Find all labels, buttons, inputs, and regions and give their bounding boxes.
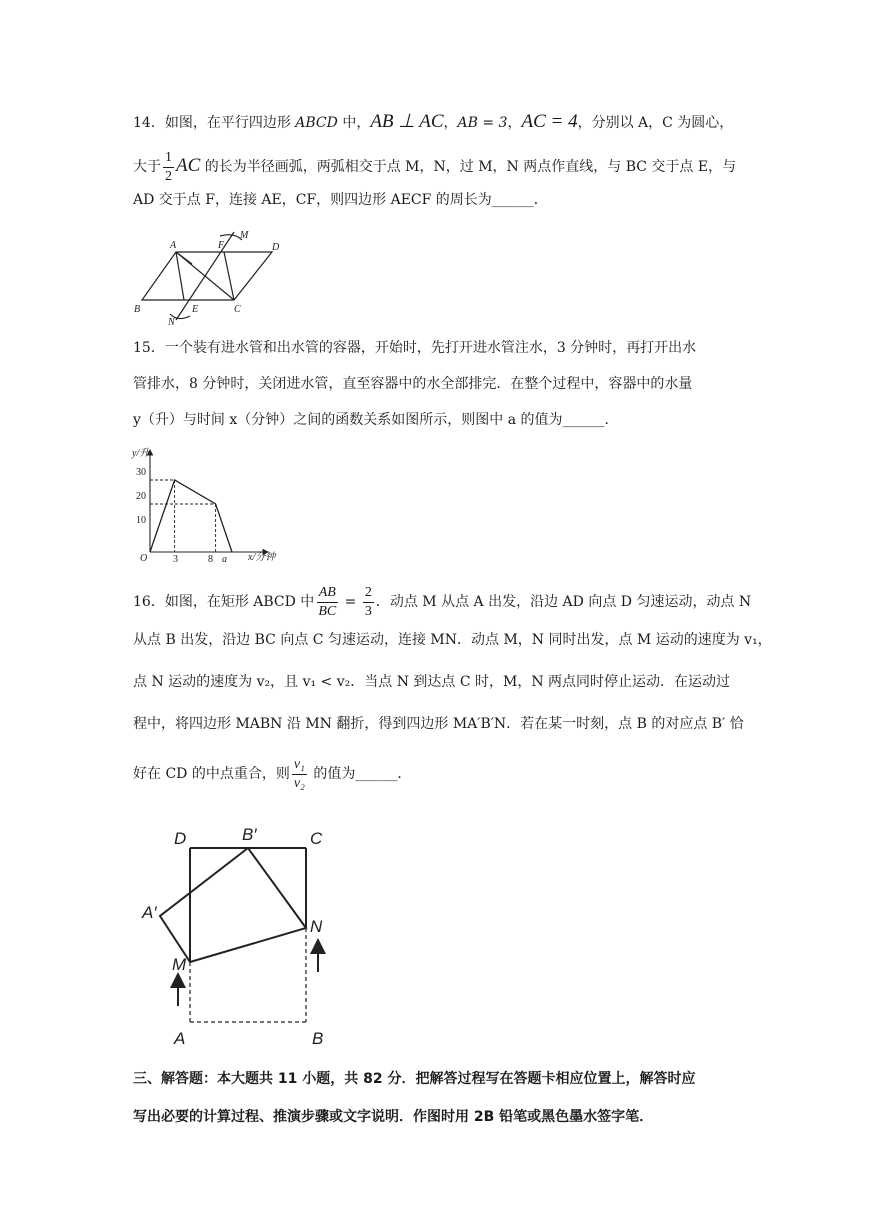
frac-numerator: 2 <box>363 584 374 603</box>
arc-hint <box>176 252 192 264</box>
label-a: A <box>174 1029 186 1048</box>
label-a-prime: A′ <box>142 903 157 922</box>
q16-fraction-v1-v2 <box>292 756 307 793</box>
q15-text: 15．一个装有进水管和出水管的容器，开始时，先打开进水管注水，3 分钟时，再打开出水 <box>133 340 697 356</box>
q16-line-1 <box>133 582 751 622</box>
x-tick-8: 8 <box>208 554 213 562</box>
label-b: B <box>134 304 141 315</box>
q15-line-3 <box>133 410 619 430</box>
section-3-text: 写出必要的计算过程、推演步骤或文字说明．作图时用 2B 铅笔或黑色墨水签字笔． <box>133 1109 654 1125</box>
section-3-heading-line-2 <box>133 1106 653 1126</box>
q14-fraction <box>163 149 174 186</box>
q14-text: AD 交于点 F，连接 AE，CF，则四边形 AECF 的周长为______． <box>133 192 548 208</box>
q14-text: ，分别以 A，C 为圆心， <box>577 115 734 131</box>
y-tick-30: 30 <box>136 467 146 478</box>
q14-text: 大于 <box>133 159 161 175</box>
q16-text: ．动点 M 从点 A 出发，沿边 AD 向点 D 匀速运动，动点 N <box>375 594 752 610</box>
q14-comma: ， <box>507 115 522 131</box>
q15-graph <box>128 444 278 562</box>
label-n: N <box>310 917 323 936</box>
label-e: E <box>192 304 199 315</box>
q15-text: y（升）与时间 x（分钟）之间的函数关系如图所示，则图中 a 的值为______． <box>133 412 619 428</box>
q16-text: 程中，将四边形 MABN 沿 MN 翻折，得到四边形 MA′B′N．若在某一时刻，点 B 的对应点 B′ 恰 <box>133 716 744 732</box>
q14-abcd: ABCD <box>295 115 338 131</box>
q16-fraction-ab-bc <box>316 584 338 621</box>
q14-line-3 <box>133 190 548 210</box>
section-3-text: 三、解答题：本大题共 11 小题，共 82 分．把解答过程写在答题卡相应位置上，解答时应 <box>133 1071 696 1087</box>
label-f: F <box>218 240 225 251</box>
label-m: M <box>172 955 187 974</box>
q16-line-5 <box>133 752 411 796</box>
q15-line-1 <box>133 338 696 358</box>
q16-text: 好在 CD 的中点重合，则 <box>133 766 290 782</box>
x-axis-label: x/分钟 <box>248 552 276 562</box>
q14-text: 的长为半径画弧，两弧相交于点 M，N，过 M，N 两点作直线，与 BC 交于点 E，与 <box>200 159 737 175</box>
q16-line-4 <box>133 714 744 734</box>
label-b: B <box>312 1029 324 1048</box>
origin-label: O <box>140 553 148 562</box>
y-axis-label: y/升 <box>132 448 150 459</box>
frac-denominator: v₂ <box>293 775 305 791</box>
q16-text: 从点 B 出发，沿边 BC 向点 C 匀速运动，连接 MN．动点 M，N 同时出发，点 M 运动的速度为 v₁， <box>133 632 772 648</box>
label-c: C <box>310 829 323 848</box>
frac-denominator: 2 <box>165 168 172 184</box>
x-tick-3: 3 <box>173 554 178 562</box>
frac-denominator: BC <box>318 603 337 619</box>
frac-denominator: 3 <box>364 603 372 619</box>
label-a: A <box>170 240 177 251</box>
q14-line-1 <box>133 112 733 133</box>
x-tick-a: a <box>222 554 227 562</box>
section-3-heading-line-1 <box>133 1068 695 1088</box>
y-tick-20: 20 <box>136 491 146 502</box>
q14-figure <box>130 228 290 326</box>
label-m: M <box>240 230 249 241</box>
line-mn <box>176 232 234 320</box>
q16-fraction-2-3 <box>363 584 374 621</box>
parallelogram <box>142 252 272 300</box>
q14-math-perp: AB ⊥ AC <box>370 111 444 132</box>
frac-numerator: AB <box>317 584 338 603</box>
q16-text: 16．如图，在矩形 ABCD 中 <box>133 594 315 610</box>
label-b-prime: B′ <box>242 825 257 844</box>
function-polyline <box>150 480 232 552</box>
q14-math-ac: AC <box>176 155 201 176</box>
q14-text: 14．如图，在平行四边形 <box>133 115 296 131</box>
guide-lines <box>150 480 216 552</box>
q15-text: 管排水，8 分钟时，关闭进水管，直至容器中的水全部排完．在整个过程中，容器中的水量 <box>133 376 693 392</box>
frac-numerator: v₁ <box>292 756 307 775</box>
label-d: D <box>174 829 187 848</box>
q16-text: 的值为______． <box>308 766 412 782</box>
label-c: C <box>234 304 241 315</box>
q14-math-ab3: AB = 3 <box>457 115 508 131</box>
q16-line-3 <box>133 672 730 692</box>
q16-text: 点 N 运动的速度为 v₂，且 v₁ < v₂．当点 N 到达点 C 时，M，N 两点同时停止运动．在运动过 <box>133 674 731 690</box>
q16-figure <box>130 820 350 1060</box>
y-tick-10: 10 <box>136 515 146 526</box>
q14-text: 中， <box>337 115 371 131</box>
q15-line-2 <box>133 374 692 394</box>
q14-comma: ， <box>443 115 458 131</box>
label-d: D <box>272 242 280 253</box>
q14-math-ac4: AC = 4 <box>521 111 578 132</box>
q14-line-2 <box>133 148 736 186</box>
segment-ae <box>176 252 184 300</box>
label-n: N <box>168 317 175 326</box>
q16-line-2 <box>133 630 772 650</box>
q16-equals: = <box>340 594 361 610</box>
frac-numerator: 1 <box>163 149 174 168</box>
folded-quadrilateral <box>160 848 306 962</box>
